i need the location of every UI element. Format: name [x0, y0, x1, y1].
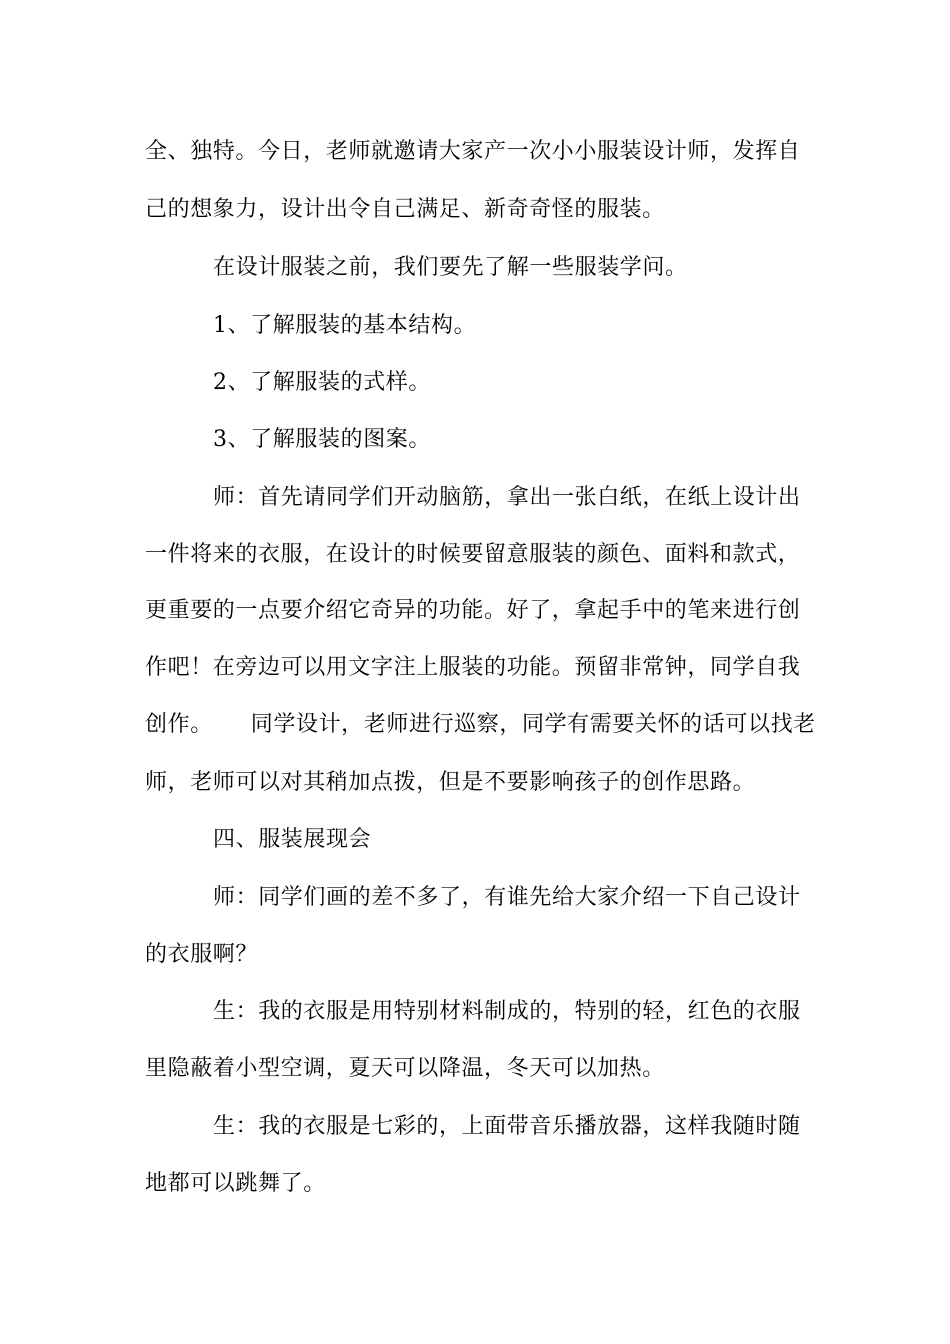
text-line: 里隐蔽着小型空调，夏天可以降温，冬天可以加热。 — [145, 1056, 665, 1081]
text-line: 己的想象力，设计出令自己满足、新奇奇怪的服装。 — [145, 197, 665, 222]
text-line: 生：我的衣服是七彩的，上面带音乐播放器，这样我随时随 — [213, 1114, 801, 1139]
text-line: 的衣服啊？ — [145, 942, 259, 967]
text-line: 师：同学们画的差不多了，有谁先给大家介绍一下自己设计 — [213, 885, 801, 910]
list-item: 3、了解服装的图案。 — [213, 427, 431, 452]
text-line: 作吧！在旁边可以用文字注上服装的功能。预留非常钟，同学自我 — [145, 655, 801, 680]
text-line: 创作。 同学设计，老师进行巡察，同学有需要关怀的话可以找老 — [145, 712, 816, 737]
list-item: 1、了解服装的基本结构。 — [213, 313, 477, 338]
list-item: 2、了解服装的式样。 — [213, 370, 431, 395]
text-line: 地都可以跳舞了。 — [145, 1171, 326, 1196]
text-line: 在设计服装之前，我们要先了解一些服装学问。 — [213, 255, 688, 280]
text-line: 生：我的衣服是用特别材料制成的，特别的轻，红色的衣服 — [213, 999, 801, 1024]
text-line: 师，老师可以对其稍加点拨，但是不要影响孩子的创作思路。 — [145, 770, 756, 795]
text-line: 师：首先请同学们开动脑筋，拿出一张白纸，在纸上设计出 — [213, 485, 801, 510]
section-heading: 四、服装展现会 — [213, 827, 372, 852]
text-line: 一件将来的衣服，在设计的时候要留意服装的颜色、面料和款式， — [145, 542, 801, 567]
text-line: 全、独特。今日，老师就邀请大家产一次小小服装设计师，发挥自 — [145, 139, 801, 164]
text-line: 更重要的一点要介绍它奇异的功能。好了，拿起手中的笔来进行创 — [145, 598, 801, 623]
